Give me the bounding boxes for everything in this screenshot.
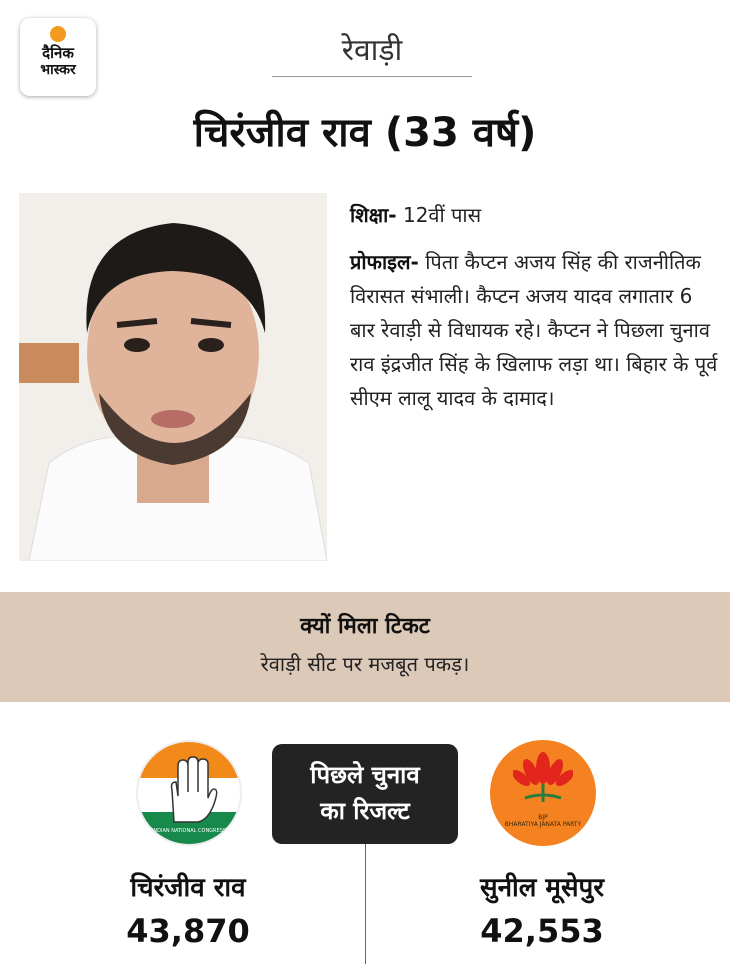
- previous-result-badge: [272, 744, 458, 844]
- candidate-title: चिरंजीव राव (33 वर्ष): [193, 110, 537, 156]
- right-candidate-votes: 42,553: [480, 912, 604, 950]
- congress-text: INDIAN NATIONAL CONGRESS: [151, 828, 227, 834]
- candidate-photo: [19, 193, 327, 561]
- why-ticket-section: [0, 592, 730, 702]
- profile-text: पिता कैप्टन अजय सिंह की राजनीतिक विरासत संभाली। कैप्टन अजय यादव लगातार 6 बार रेवाड़ी से विधायक रहे। कैप्टन ने पिछला चुनाव राव इंद्रजीत सिंह के खिलाफ लड़ा था। बिहार के पूर्व सीएम लालू यादव के दामाद।: [350, 250, 718, 410]
- logo-text-line2: भास्कर: [40, 62, 76, 78]
- education-label: शिक्षा-: [350, 203, 397, 227]
- logo-text-line1: दैनिक: [42, 44, 74, 62]
- portrait-illustration: [19, 193, 327, 561]
- profile-label: प्रोफाइल-: [350, 250, 419, 274]
- divider-vertical: [365, 844, 366, 964]
- sun-icon: [50, 26, 66, 42]
- badge-line1: पिछले चुनाव: [310, 761, 420, 789]
- profile-row: [350, 245, 720, 415]
- candidate-info: [350, 198, 720, 428]
- divider: [272, 76, 472, 77]
- lotus-icon: [513, 750, 573, 808]
- constituency-name: रेवाड़ी: [341, 33, 403, 68]
- badge-line2: का रिजल्ट: [320, 797, 410, 825]
- why-ticket-text: रेवाड़ी सीट पर मजबूत पकड़।: [260, 652, 470, 676]
- hand-icon: [164, 756, 218, 826]
- bjp-logo: [490, 740, 596, 846]
- left-candidate-votes: 43,870: [126, 912, 250, 950]
- dainik-bhaskar-logo: [20, 18, 96, 96]
- left-candidate-name: चिरंजीव राव: [130, 873, 246, 903]
- education-value: 12वीं पास: [402, 203, 482, 227]
- education-row: [350, 198, 720, 232]
- congress-logo: [136, 740, 242, 846]
- why-ticket-heading: क्यों मिला टिकट: [300, 614, 430, 639]
- bjp-text: BJP BHARATIYA JANATA PARTY: [504, 814, 582, 828]
- right-candidate-name: सुनील मूसेपुर: [480, 873, 604, 903]
